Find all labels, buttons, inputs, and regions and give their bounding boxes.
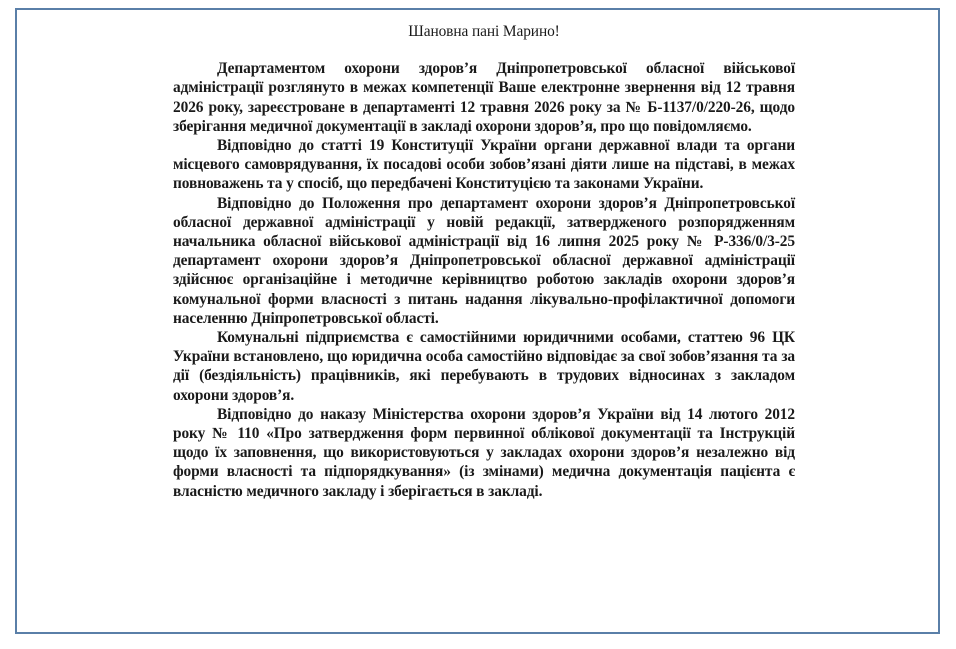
letter-body (173, 22, 795, 501)
paragraph-constitution: Відповідно до статті 19 Конституції України органи державної влади та органи місцевого самоврядування, їх посадові особи зобов’язані діяти лише на підставі, в межах повноважень та у спосіб, що передбачені Конституцією та законами України. (173, 137, 795, 193)
paragraph-communal-enterprises: Комунальні підприємства є самостійними юридичними особами, статтею 96 ЦК України встановлено, що юридична особа самостійно відповідає за свої зобов’язання та за дії (бездіяльність) працівників, які перебувають в трудових відносинах з закладом охорони здоров’я. (173, 329, 795, 404)
paragraph-review-notice: Департаментом охорони здоров’я Дніпропетровської обласної військової адміністрації розглянуто в межах компетенції Ваше електронне звернення від 12 травня 2026 року, зареєстроване в департаменті 12 травня 2026 року за № Б-1137/0/220-26, щодо зберігання медичної документації в закладі охорони здоров’я, про що повідомляємо. (173, 60, 795, 135)
document-frame (15, 8, 940, 634)
greeting: Шановна пані Марино! (408, 23, 560, 40)
paragraph-ministry-order: Відповідно до наказу Міністерства охорони здоров’я України від 14 лютого 2012 року № 110 «Про затвердження форм первинної облікової документації та Інструкцій щодо їх заповнення, що використовуються у закладах охорони здоров’я незалежно від форми власності та підпорядкування» (із змінами) медична документація пацієнта є власністю медичного закладу і зберігається в закладі. (173, 405, 795, 500)
paragraph-department-regulation: Відповідно до Положення про департамент охорони здоров’я Дніпропетровської обласної державної адміністрації у новій редакції, затвердженого розпорядженням начальника обласної військової адміністрації від 16 липня 2025 року № Р-336/0/3-25 департамент охорони здоров’я Дніпропетровської обласної державної адміністрації здійснює організаційне і методичне керівництво роботою закладів охорони здоров’я комунальної форми власності з питань надання лікувально-профілактичної допомоги населенню Дніпропетровської області. (173, 194, 795, 327)
